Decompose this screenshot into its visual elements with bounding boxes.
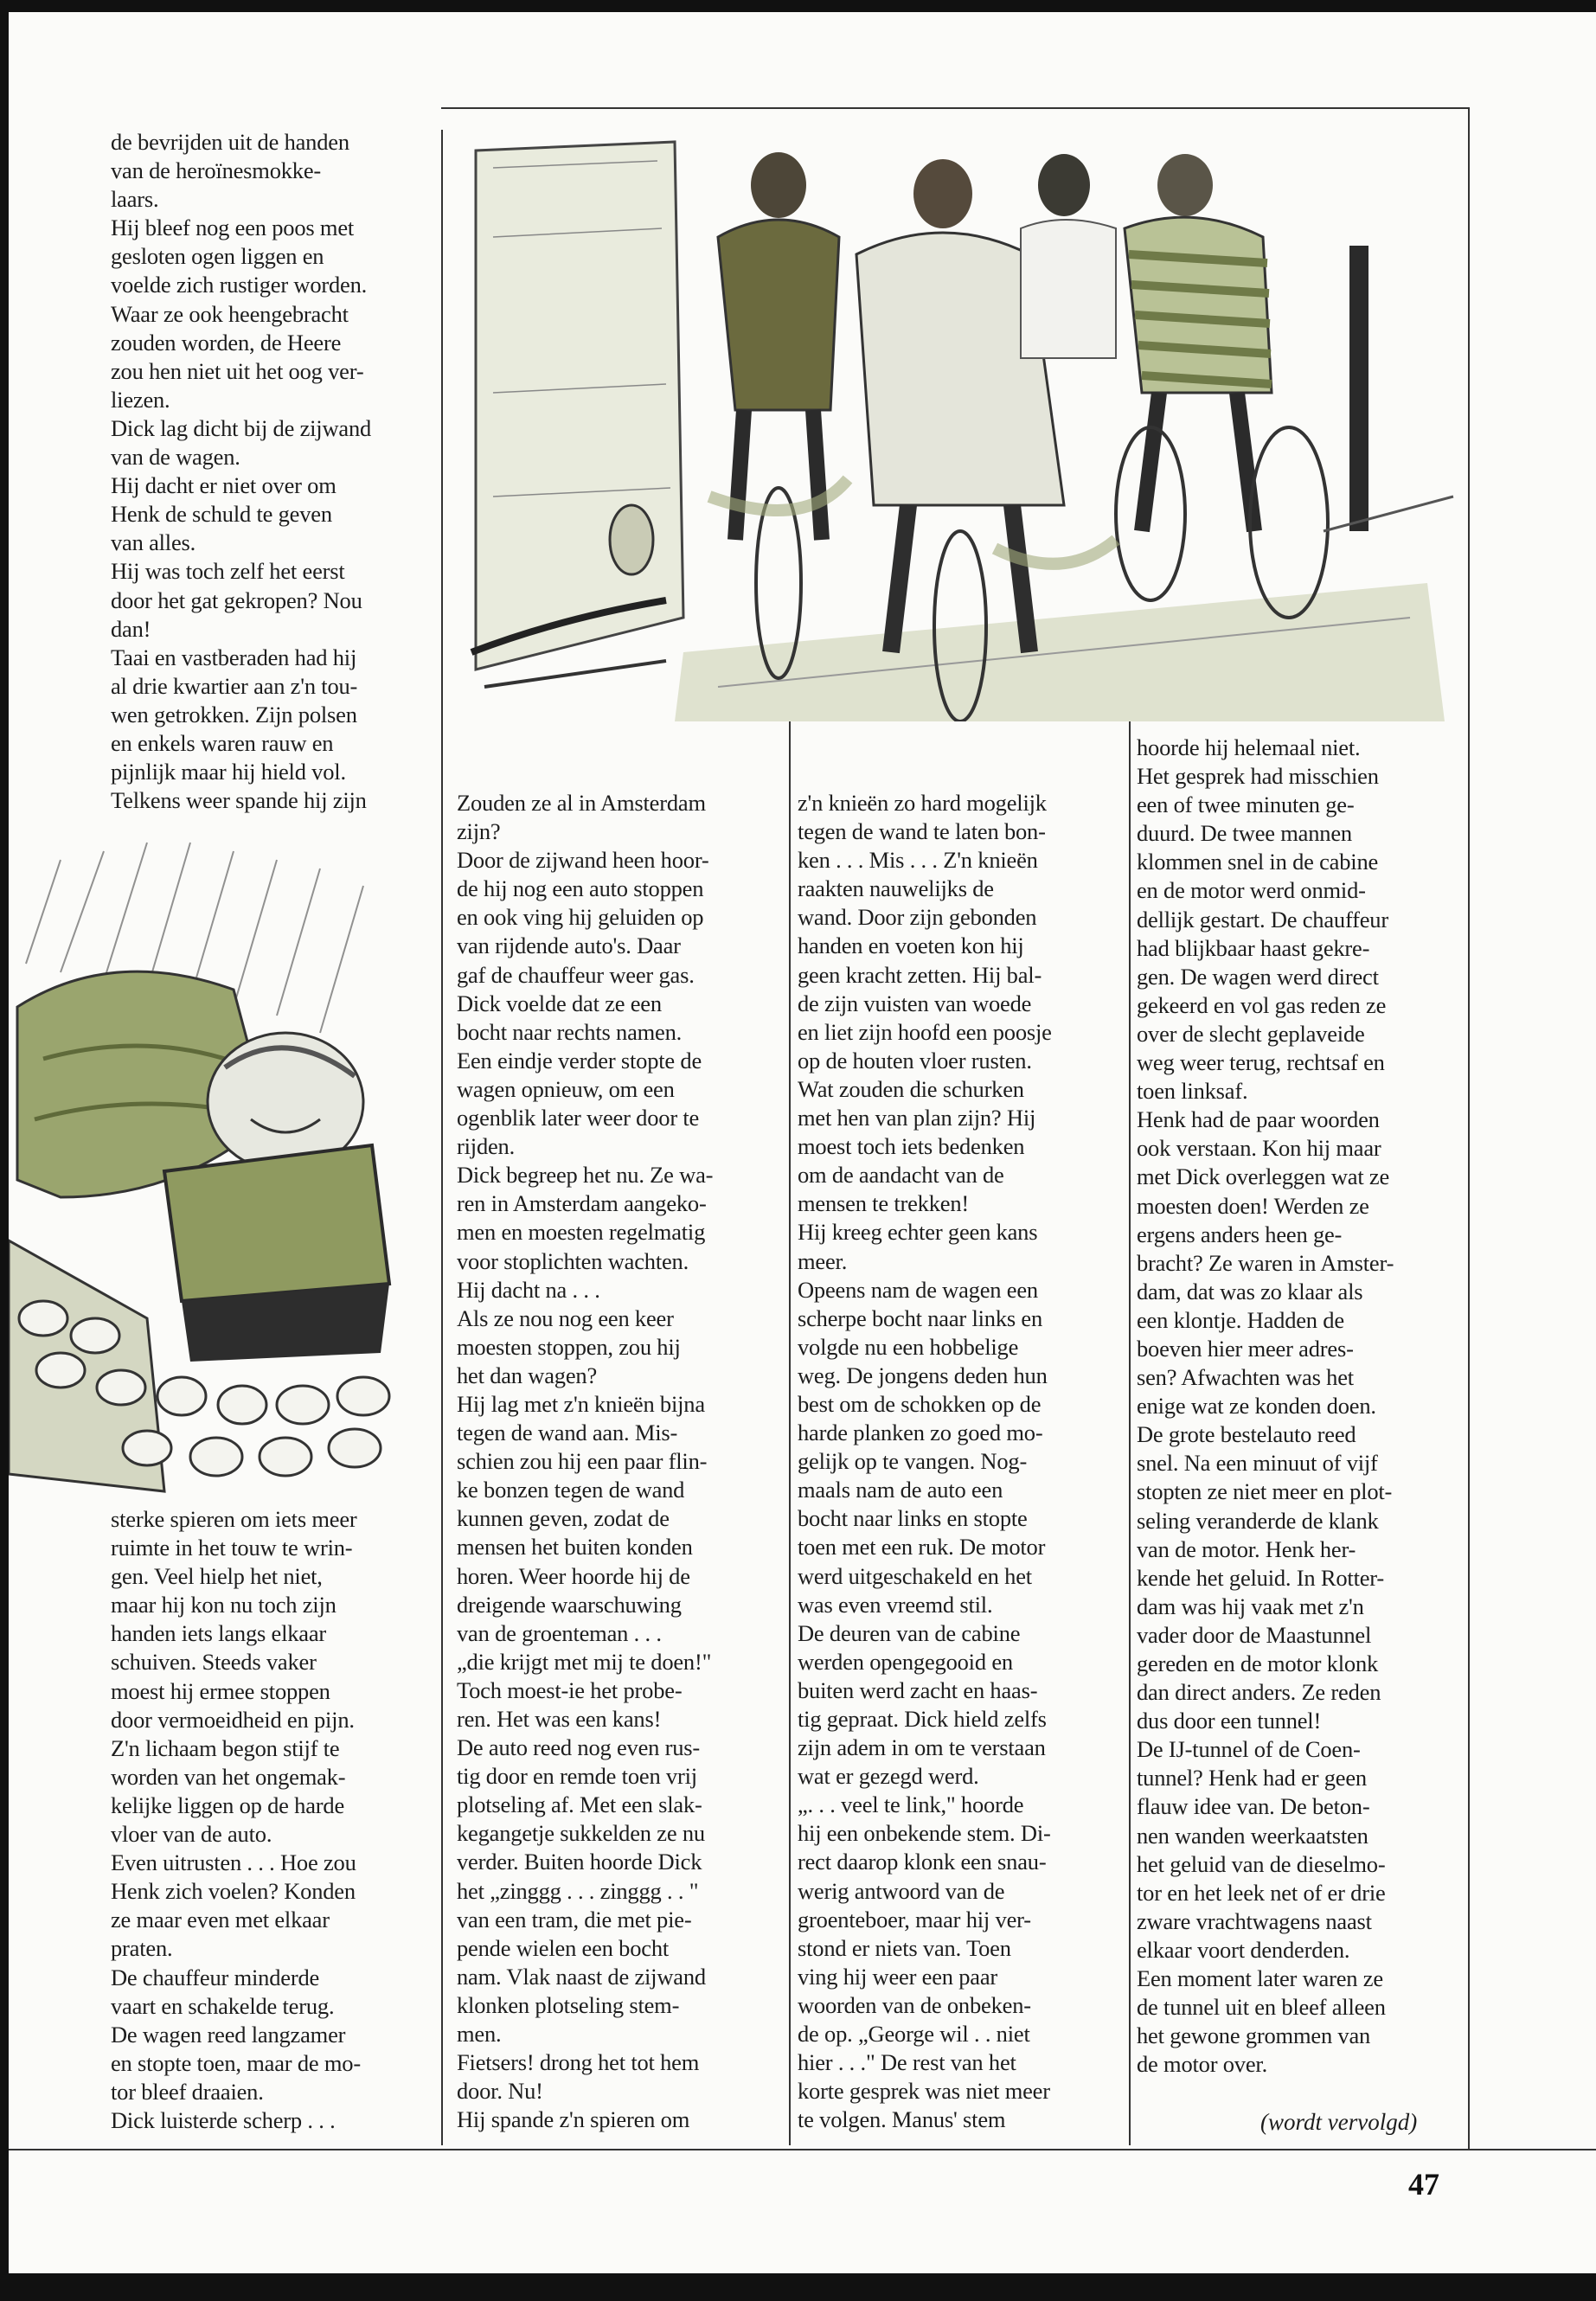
article-column-1-top: de bevrijden uit de handen van de heroïnesmokke- laars. Hij bleef nog een poos met gesloten ogen liggen en voelde zich rustiger worden. Waar ze ook heengebracht zouden worden, de Heere zou hen niet uit het oog ver- liezen. Dick lag dicht bij de zijwand van de wagen. Hij dacht er niet over om Henk de schuld te geven van alles. Hij was toch zelf het eerst door het gat gekropen? Nou dan! Taai en vastberaden had hij al drie kwartier aan z'n tou- wen getrokken. Zijn polsen en enkels waren rauw en pijnlijk maar hij hield vol. Telkens weer spande hij zijn <box>111 129 372 814</box>
scan-border-top <box>0 0 1596 12</box>
footer-rule <box>9 2149 1596 2150</box>
right-frame-rule <box>1468 107 1470 2149</box>
magazine-page <box>9 12 1596 2273</box>
article-column-4: hoorde hij helemaal niet. Het gesprek had misschien een of twee minuten ge- duurd. De twee mannen klommen snel in de cabine en de motor werd onmid- dellijk gestart. De chauffeur had blijkbaar haast gekre- gen. De wagen werd direct gekeerd en vol gas reden ze over de slecht geplaveide weg weer terug, rechtsaf en toen linksaf. Henk had de paar woorden ook verstaan. Kon hij maar met Dick overleggen wat ze moesten doen! Werden ze ergens anders heen ge- bracht? Ze waren in Amster- dam, dat was zo klaar als een klontje. Hadden de boeven hier meer adres- sen? Afwachten was het enige wat ze konden doen. De grote bestelauto reed snel. Na een minuut of vijf stopten ze niet meer en plot- seling veranderde de klank van de motor. Henk her- kende het geluid. In Rotter- dam was hij vaak met z'n vader door de Maastunnel gereden en de motor klonk dan direct anders. Ze reden dus door een tunnel! De IJ-tunnel of de Coen- tunnel? Henk had er geen flauw idee van. De beton- nen wanden weerkaatsten het geluid van de dieselmo- tor en het leek net of er drie zware vrachtwagens naast elkaar voort denderden. Een moment later waren ze de tunnel uit en bleef alleen het gewone grommen van de motor over. <box>1137 734 1394 2078</box>
page-number: 47 <box>1408 2167 1439 2202</box>
scan-border-left <box>0 0 9 2301</box>
column-rule-2-3 <box>789 721 791 2145</box>
to-be-continued-note: (wordt vervolgd) <box>1260 2109 1418 2135</box>
article-column-1-bottom: sterke spieren om iets meer ruimte in het touw te wrin- gen. Veel hielp het niet, maar hij kon nu toch zijn handen iets langs elkaar schuiven. Steeds vaker moest hij ermee stoppen door vermoeidheid en pijn. Z'n lichaam begon stijf te worden van het ongemak- kelijke liggen op de harde vloer van de auto. Even uitrusten . . . Hoe zou Henk zich voelen? Konden ze maar even met elkaar praten. De chauffeur minderde vaart en schakelde terug. De wagen reed langzamer en stopte toen, maar de mo- tor bleef draaien. Dick luisterde scherp . . . <box>111 1506 361 2133</box>
top-frame-rule <box>441 107 1469 109</box>
article-column-3: z'n knieën zo hard mogelijk tegen de wand te laten bon- ken . . . Mis . . . Z'n knieën raakten nauwelijks de wand. Door zijn gebonden handen en voeten kon hij geen kracht zetten. Hij bal- de zijn vuisten van woede en liet zijn hoofd een poosje op de houten vloer rusten. Wat zouden die schurken met hen van plan zijn? Hij moest toch iets bedenken om de aandacht van de mensen te trekken! Hij kreeg echter geen kans meer. Opeens nam de wagen een scherpe bocht naar links en volgde nu een hobbelige weg. De jongens deden hun best om de schokken op de harde planken zo goed mo- gelijk op te vangen. Nog- maals nam de auto een bocht naar links en stopte toen met een ruk. De motor werd uitgeschakeld en het was even vreemd stil. De deuren van de cabine werden opengegooid en buiten werd zacht en haas- tig gepraat. Dick hield zelfs zijn adem in om te verstaan wat er gezegd werd. „. . . veel te link," hoorde hij een onbekende stem. Di- rect daarop klonk een snau- werig antwoord van de groenteboer, maar hij ver- stond er niets van. Toen ving hij weer een paar woorden van de onbeken- de op. „George wil . . niet hier . . ." De rest van het korte gesprek was niet meer te volgen. Manus' stem <box>798 790 1052 2133</box>
column-rule-3-4 <box>1129 721 1131 2145</box>
article-column-2: Zouden ze al in Amsterdam zijn? Door de zijwand heen hoor- de hij nog een auto stoppen en ook ving hij geluiden op van rijdende auto's. Daar gaf de chauffeur weer gas. Dick voelde dat ze een bocht naar rechts namen. Een eindje verder stopte de wagen opnieuw, om een ogenblik later weer door te rijden. Dick begreep het nu. Ze wa- ren in Amsterdam aangeko- men en moesten regelmatig voor stoplichten wachten. Hij dacht na . . . Als ze nou nog een keer moesten stoppen, zou hij het dan wagen? Hij lag met z'n knieën bijna tegen de wand aan. Mis- schien zou hij een paar flin- ke bonzen tegen de wand kunnen geven, zodat de mensen het buiten konden horen. Weer hoorde hij de dreigende waarschuwing van de groenteman . . . „die krijgt met mij te doen!" Toch moest-ie het probe- ren. Het was een kans! De auto reed nog even rus- tig door en remde toen vrij plotseling af. Met een slak- kegangetje sukkelden ze nu verder. Buiten hoorde Dick het „zinggg . . . zinggg . . " van een tram, die met pie- pende wielen een bocht nam. Vlak naast de zijwand klonken plotseling stem- men. Fietsers! drong het tot hem door. Nu! Hij spande z'n spieren om <box>457 790 714 2133</box>
column-rule-1-2 <box>441 130 443 2145</box>
bound-boy-illustration <box>9 834 415 1509</box>
cyclists-illustration <box>458 133 1462 721</box>
scan-border-bottom <box>0 2273 1596 2301</box>
